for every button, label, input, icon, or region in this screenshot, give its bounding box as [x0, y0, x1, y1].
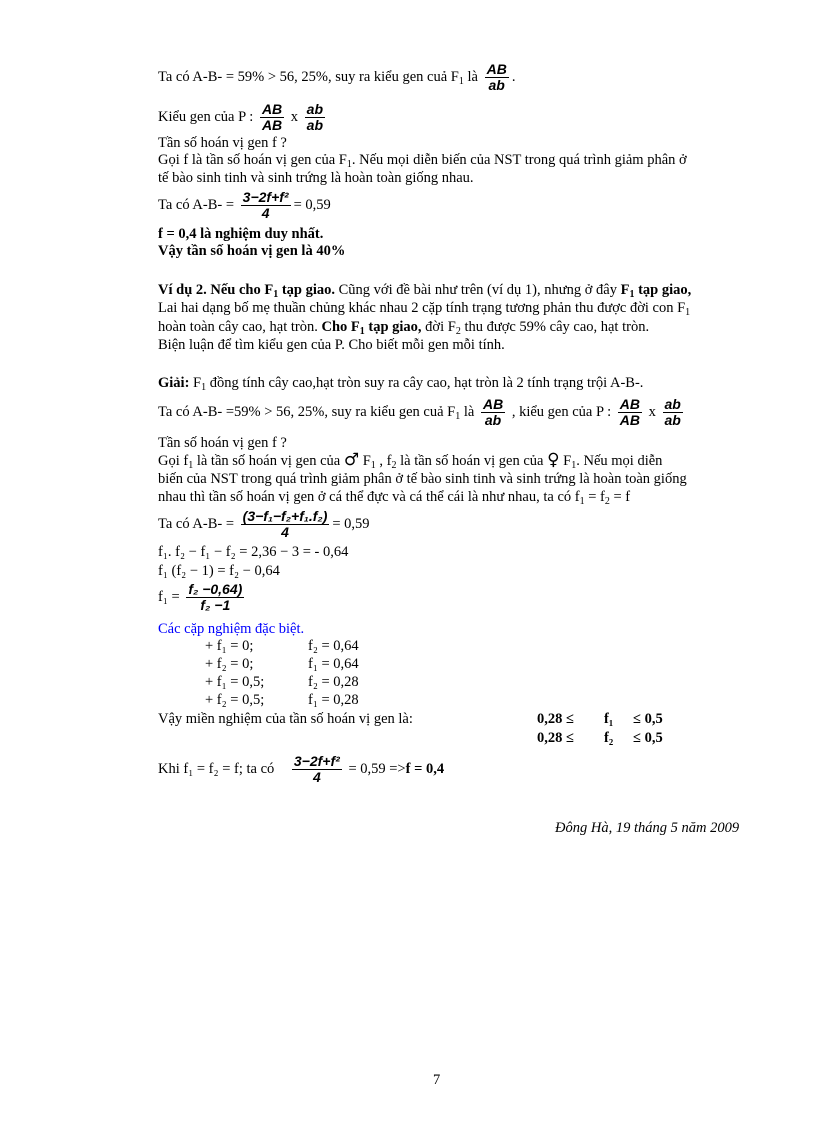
solution-range-label: Vậy miền nghiệm của tần số hoán vị gen là:: [158, 711, 413, 727]
example-2-line4: Biện luận để tìm kiểu gen của P. Cho biết mỗi gen mỗi tính.: [158, 337, 505, 353]
line-conclusion: Vậy tần số hoán vị gen là 40%: [158, 243, 346, 259]
pair-row-value: f₂ = 0,28: [308, 674, 359, 690]
pair-row: + f₂ = 0,5;: [205, 692, 265, 708]
fraction-equation: $\frac{\text{3−2f+f²}}{4}$: [242, 189, 289, 221]
line-p-genotype: Kiểu gen của P : $\frac{AB}{AB}$ x $\frac{ab}{ab}$: [158, 101, 324, 133]
solution-genotypes: Ta có A-B- =59% > 56, 25%, suy ra kiểu gen cuả $F_1$ là $\frac{AB}{ab}$ , kiểu gen của P : $\frac{AB}{AB}$ x $\frac{ab}{ab}$: [158, 396, 681, 428]
solution-step-3: f₁ = $\frac{\text{f₂ −0,64)}}{\text{f₂ −1}}$: [158, 581, 243, 613]
fraction-f1-expression: $\frac{\text{f₂ −0,64)}}{\text{f₂ −1}}$: [188, 581, 243, 613]
date-signature: Đông Hà, 19 tháng 5 năm 2009: [555, 820, 740, 836]
special-solutions-heading: Các cặp nghiệm đặc biệt.: [158, 621, 305, 637]
example-2-line2: Lai hai dạng bố mẹ thuần chủng khác nhau 2 cặp tính trạng tương phản thu được đời con $F_1$: [158, 300, 691, 318]
solution-definition-cont2: nhau thì tần số hoán vị gen ở cá thể đực và cá thể cái là như nhau, ta có $f_1 = f_2 = f$: [158, 489, 631, 507]
solution-final: Khi f₁ = f₂ = f; ta có $\frac{\text{3−2f+f²}}{4}$ = 0,59 =>f = 0,4: [158, 753, 445, 785]
line-unique-solution: f = 0,4 là nghiệm duy nhất.: [158, 226, 324, 242]
page-number: 7: [433, 1072, 441, 1088]
solution-equation: Ta có A-B- = $\frac{\text{(3−f₁−f₂+f₁.f₂)}}{4}$ = 0,59: [158, 508, 370, 540]
solution-step-2: f₁ (f₂ − 1) = f₂ − 0,64: [158, 563, 280, 579]
fraction-p-genotype-1: $\frac{AB}{AB}$: [619, 396, 640, 428]
solution-intro: Giải: $F_1$ đồng tính cây cao,hạt tròn suy ra cây cao, hạt tròn là 2 tính trạng trội A-B-.: [158, 375, 644, 393]
fraction-ab-ab: $\frac{AB}{ab}$: [486, 61, 507, 93]
male-symbol-icon: ♂: [343, 450, 360, 470]
fraction-ab-ab-upper: $\frac{AB}{AB}$: [261, 101, 283, 133]
range-f2-lower: 0,28 ≤: [537, 730, 574, 746]
pair-row: + f₁ = 0;: [205, 638, 254, 654]
pair-row: + f₂ = 0;: [205, 656, 254, 672]
pair-row-value: f₁ = 0,64: [308, 656, 359, 672]
line-definition: Gọi f là tần số hoán vị gen của $F_1$. Nếu mọi diễn biến của NST trong quá trình giảm phân ở: [158, 152, 687, 170]
pair-row-value: f₂ = 0,64: [308, 638, 359, 654]
fraction-p-genotype-2: $\frac{ab}{ab}$: [664, 396, 681, 428]
line-equation: Ta có A-B- = $\frac{\text{3−2f+f²}}{4}$ = 0,59: [158, 189, 331, 221]
female-symbol-icon: ♀: [547, 450, 560, 470]
solution-frequency-question: Tần số hoán vị gen f ?: [158, 435, 287, 451]
line-definition-cont: tế bào sinh tinh và sinh trứng là hoàn toàn giống nhau.: [158, 170, 474, 186]
solution-step-1: f₁. f₂ − f₁ − f₂ = 2,36 − 3 = - 0,64: [158, 544, 349, 560]
fraction-final: $\frac{\text{3−2f+f²}}{4}$: [293, 753, 340, 785]
range-f2-upper: ≤ 0,5: [633, 730, 663, 746]
fraction-ab-ab-lower: $\frac{ab}{ab}$: [306, 101, 324, 133]
example-2-title: Ví dụ 2. Nếu cho $F_1$ tạp giao. Cũng với đề bài như trên (ví dụ 1), nhưng ở đây $F_1$ tạp giao,: [158, 282, 692, 300]
range-f2-var: f₂: [604, 730, 614, 746]
range-f1-upper: ≤ 0,5: [633, 711, 663, 727]
solution-definition-cont: biến của NST trong quá trình giảm phân ở tế bào sinh tinh và sinh trứng là hoàn toàn giống: [158, 471, 687, 487]
line-frequency-question: Tần số hoán vị gen f ?: [158, 135, 287, 151]
pair-row-value: f₁ = 0,28: [308, 692, 359, 708]
range-f1-var: f₁: [604, 711, 614, 727]
solution-definition: Gọi $f_1$ là tần số hoán vị gen của ♂ $F_1$ , $f_2$ là tần số hoán vị gen của ♀ $F_1$. Nếu mọi diễn: [158, 450, 663, 471]
range-f1-lower: 0,28 ≤: [537, 711, 574, 727]
example-2-line3: hoàn toàn cây cao, hạt tròn. Cho $F_1$ tạp giao, đời $F_2$ thu được 59% cây cao, hạt tròn.: [158, 319, 650, 337]
pair-row: + f₁ = 0,5;: [205, 674, 265, 690]
fraction-solution-equation: $\frac{\text{(3−f₁−f₂+f₁.f₂)}}{4}$: [242, 508, 328, 540]
line-f1-genotype: Ta có A-B- = 59% > 56, 25%, suy ra kiểu gen cuả $F_1$ là $\frac{AB}{ab}$ .: [158, 61, 516, 93]
fraction-f1-genotype: $\frac{AB}{ab}$: [482, 396, 504, 428]
